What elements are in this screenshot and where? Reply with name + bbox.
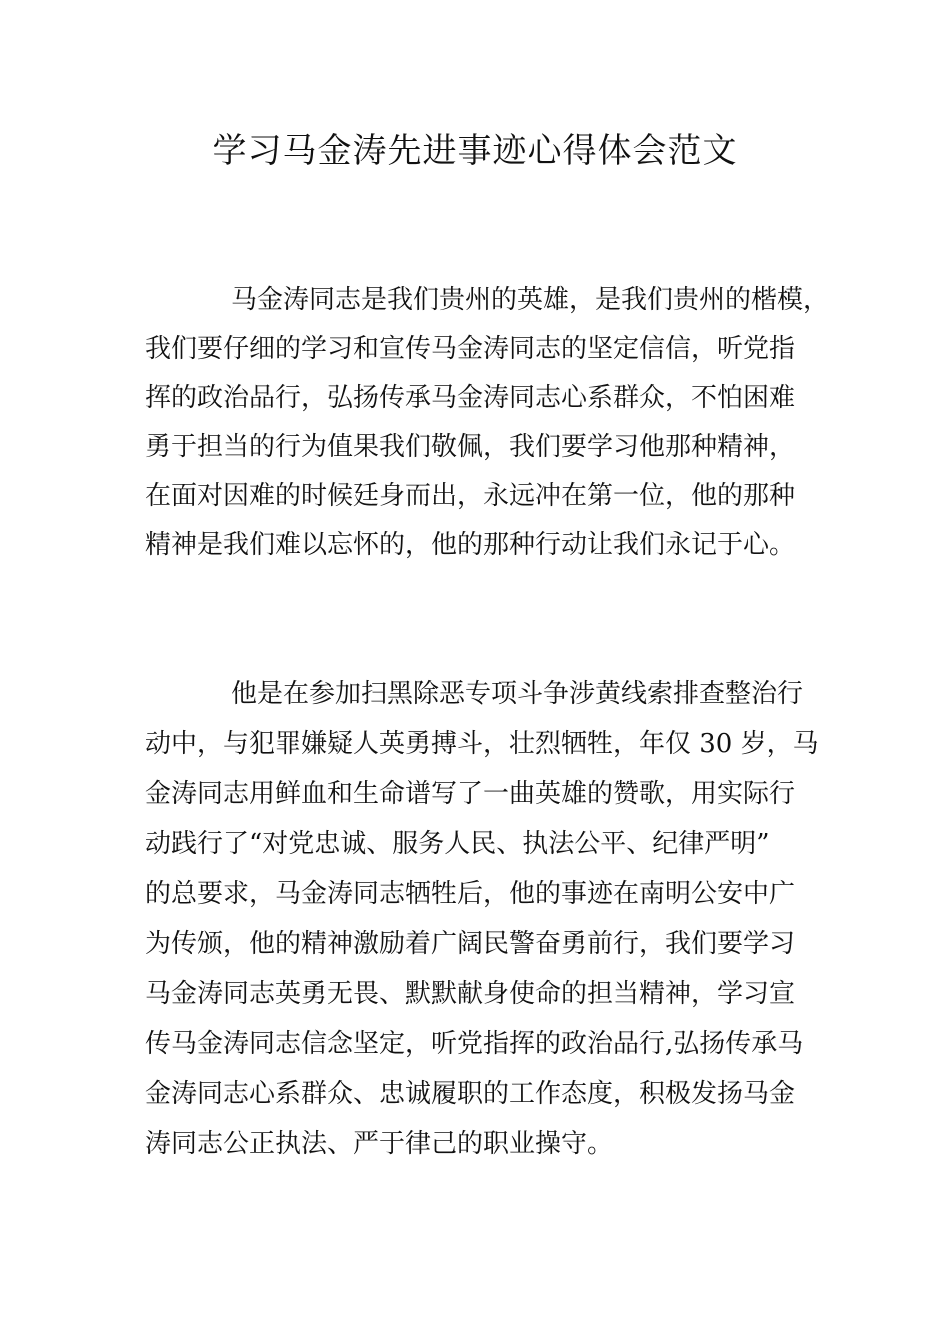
paragraph-2-line-7: 马金涛同志英勇无畏、默默献身使命的担当精神，学习宣 xyxy=(145,979,796,1009)
paragraph-2-line-6: 为传颁，他的精神激励着广阔民警奋勇前行，我们要学习 xyxy=(145,929,796,959)
paragraph-2-line-10: 涛同志公正执法、严于律己的职业操守。 xyxy=(145,1129,614,1159)
paragraph-1-line-2: 我们要仔细的学习和宣传马金涛同志的坚定信信，听党指 xyxy=(145,334,796,364)
paragraph-2-line-4: 动践行了“对党忠诚、服务人民、执法公平、纪律严明” xyxy=(145,829,770,859)
paragraph-2-line-3: 金涛同志用鲜血和生命谱写了一曲英雄的赞歌，用实际行 xyxy=(145,779,796,809)
paragraph-2-line-2: 动中，与犯罪嫌疑人英勇搏斗，壮烈牺牲，年仅 30 岁，马 xyxy=(145,729,819,759)
paragraph-2-line-8: 传马金涛同志信念坚定，听党指挥的政治品行,弘扬传承马 xyxy=(145,1029,804,1059)
paragraph-2-line-1: 他是在参加扫黑除恶专项斗争涉黄线索排查整治行 xyxy=(231,679,804,709)
document-title: 学习马金涛先进事迹心得体会范文 xyxy=(212,131,738,171)
paragraph-1-line-5: 在面对因难的时候廷身而出，永远冲在第一位，他的那种 xyxy=(145,481,796,511)
paragraph-1-line-6: 精神是我们难以忘怀的，他的那种行动让我们永记于心。 xyxy=(145,530,796,560)
paragraph-2-line-9: 金涛同志心系群众、忠诚履职的工作态度，积极发扬马金 xyxy=(145,1079,796,1109)
paragraph-2-line-5: 的总要求，马金涛同志牺牲后，他的事迹在南明公安中广 xyxy=(145,879,796,909)
paragraph-1-line-1: 马金涛同志是我们贵州的英雄，是我们贵州的楷模， xyxy=(231,285,830,315)
paragraph-1-line-4: 勇于担当的行为值果我们敬佩，我们要学习他那种精神， xyxy=(145,432,796,462)
paragraph-1-line-3: 挥的政治品行，弘扬传承马金涛同志心系群众，不怕困难 xyxy=(145,383,796,413)
